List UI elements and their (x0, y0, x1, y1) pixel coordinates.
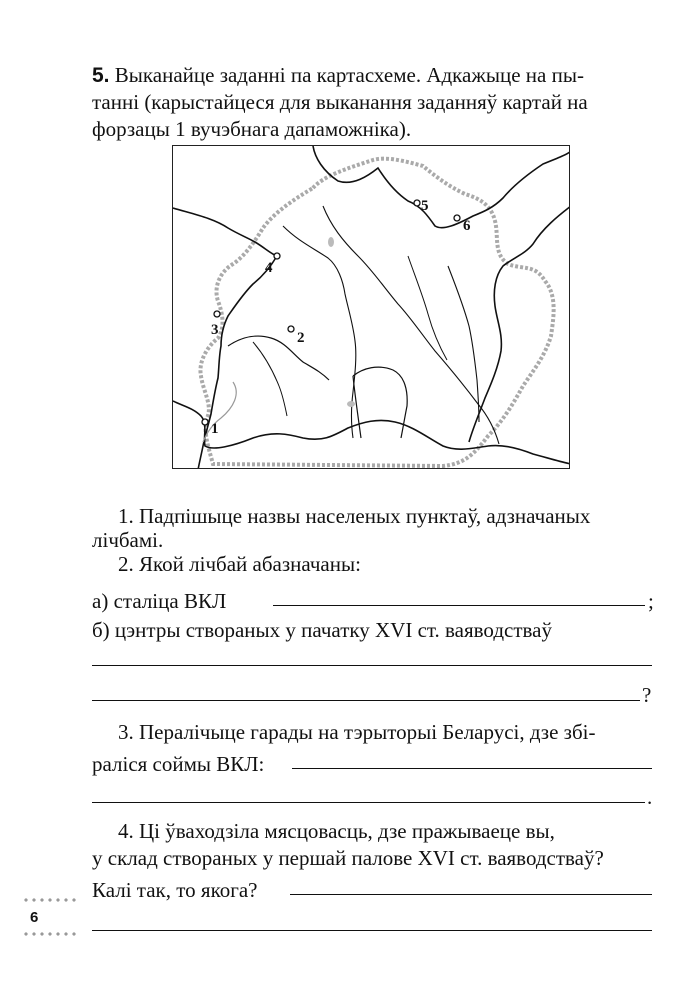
marker-1 (202, 419, 208, 425)
answer-line-4-1[interactable] (290, 894, 652, 895)
question-2b: б) цэнтры створаных у пачатку XVI ст. ваяводстваў (92, 618, 552, 642)
answer-line-3-1[interactable] (292, 768, 652, 769)
marker-2 (288, 326, 294, 332)
question-4-line-3: Калі так, то якога? (92, 878, 258, 902)
marker-5 (414, 200, 420, 206)
river-2 (283, 226, 356, 438)
task-intro-line-1 (92, 62, 584, 89)
question-1-line-2: лічбамі. (92, 528, 164, 552)
internal-boundary-1 (228, 336, 329, 380)
map-label-1: 1 (211, 421, 219, 437)
map-schematic (172, 145, 570, 469)
answer-line-2a[interactable] (273, 605, 645, 606)
map-drawing (173, 146, 570, 469)
answer-line-4-2[interactable] (92, 930, 652, 931)
task-number: 5. (92, 64, 110, 87)
marker-3 (214, 311, 220, 317)
marker-4 (274, 253, 280, 259)
task-intro-text-1: Выканайце заданні па картасхеме. Адкажыце на пы- (114, 63, 584, 87)
map-label-6: 6 (463, 218, 471, 234)
internal-boundary-2 (353, 367, 407, 438)
river-4 (408, 256, 447, 360)
map-label-4: 4 (265, 260, 273, 276)
map-label-3: 3 (211, 322, 219, 338)
river-5 (253, 342, 287, 416)
page-dots-top (22, 898, 78, 902)
question-4-line-2: у склад створаных у першай палове XVI ст. ваяводстваў? (92, 846, 604, 870)
map-label-2: 2 (297, 330, 305, 346)
lake-1 (328, 237, 334, 247)
outer-boundary-west (173, 208, 277, 469)
answer-line-3-2[interactable] (92, 802, 645, 803)
question-1-line-1: 1. Падпішыце назвы населеных пунктаў, адзначаных (118, 504, 591, 528)
answer-line-2b-2[interactable] (92, 700, 640, 701)
question-2: 2. Якой лічбай абазначаны: (118, 552, 361, 576)
task-intro-line-2: танні (карыстайцеся для выканання заданняў картай на (92, 90, 588, 114)
question-2a: а) сталіца ВКЛ (92, 589, 227, 613)
question-3-end: . (647, 785, 653, 809)
question-4-line-1: 4. Ці ўваходзіла мясцовасць, дзе пражываеце вы, (118, 819, 555, 843)
outer-boundary-north (313, 146, 570, 228)
task-intro-line-3: форзацы 1 вучэбнага дапаможніка). (92, 117, 412, 141)
lake-2 (347, 401, 355, 407)
marker-6 (454, 215, 460, 221)
page-number: 6 (30, 909, 39, 926)
question-2a-end: ; (648, 589, 654, 613)
question-3-line-1: 3. Пералічыце гарады на тэрыторыі Беларусі, дзе збі- (118, 720, 596, 744)
question-2b-end: ? (642, 683, 652, 707)
question-3-line-2: раліся соймы ВКЛ: (92, 752, 265, 776)
map-label-5: 5 (421, 198, 429, 214)
page-dots-bottom (22, 932, 78, 936)
outer-boundary-east (469, 206, 570, 442)
answer-line-2b-1[interactable] (92, 665, 652, 666)
river-1 (323, 206, 499, 444)
